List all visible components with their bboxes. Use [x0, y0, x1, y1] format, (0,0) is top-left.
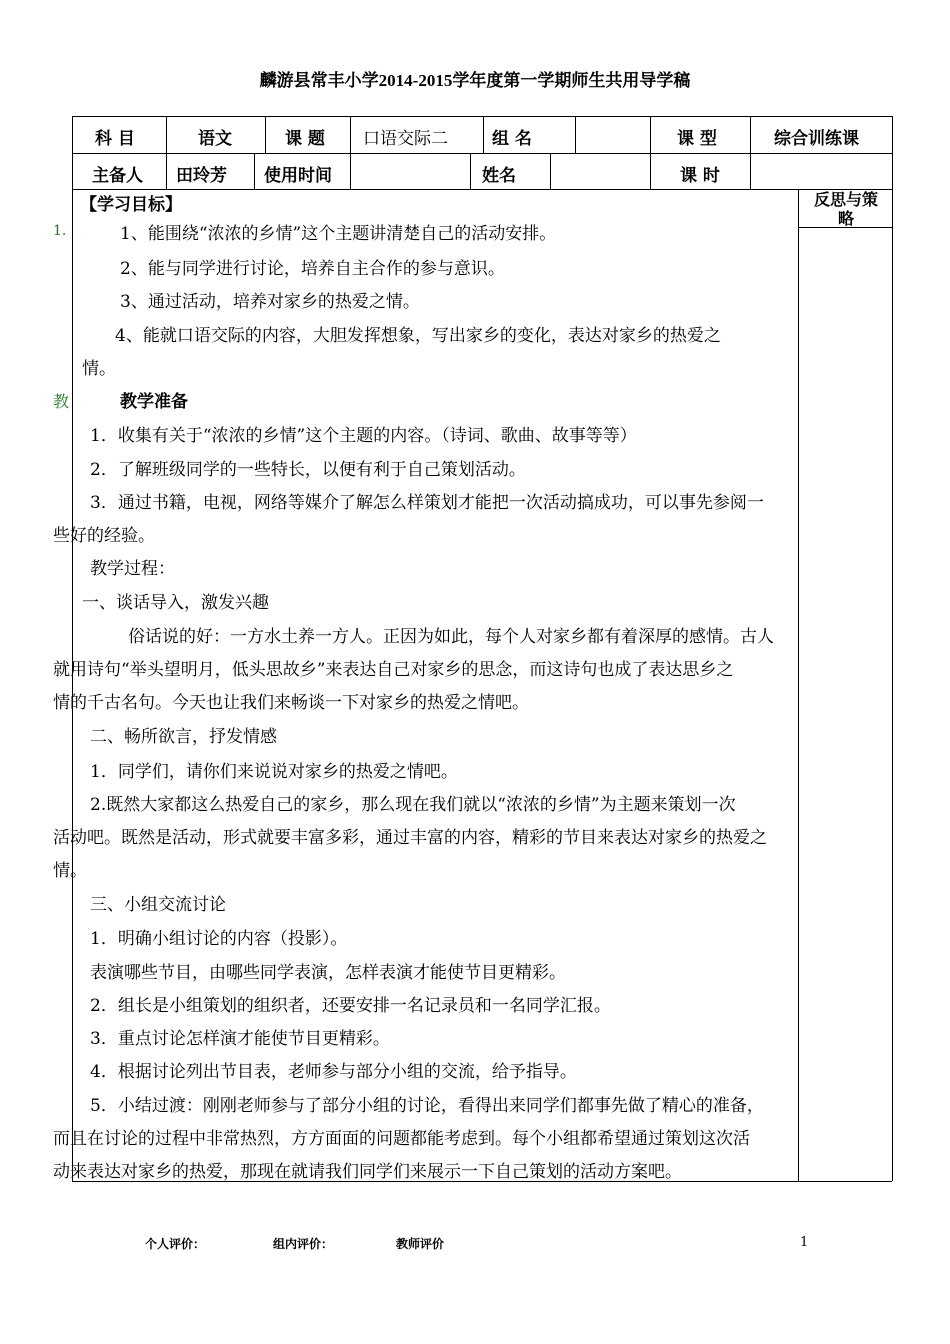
- cell-divider: [650, 116, 651, 153]
- table-border-left: [72, 116, 73, 1181]
- section-title: 二、畅所欲言，抒发情感: [90, 727, 277, 747]
- time-label: 使用时间: [264, 166, 332, 186]
- hours-label: 课 时: [680, 166, 720, 186]
- objective-item: 3、通过活动，培养对家乡的热爱之情。: [120, 292, 420, 312]
- table-border-right: [892, 116, 893, 1181]
- cell-divider: [254, 153, 255, 189]
- paragraph-line: 活动吧。既然是活动，形式就要丰富多彩，通过丰富的内容，精彩的节目来表达对家乡的热爱之: [53, 828, 767, 848]
- objective-item: 情。: [82, 359, 116, 379]
- margin-list-marker: 1.: [53, 223, 67, 239]
- process-heading: 教学过程：: [90, 559, 175, 579]
- cell-divider: [550, 153, 551, 189]
- page-title: 麟游县常丰小学2014-2015学年度第一学期师生共用导学稿: [259, 71, 691, 90]
- paragraph-line: 2．组长是小组策划的组织者，还要安排一名记录员和一名同学汇报。: [90, 996, 611, 1016]
- table-row-divider: [72, 153, 892, 154]
- topic-value: 口语交际二: [363, 129, 448, 149]
- page-number: 1: [800, 1235, 809, 1250]
- objective-item: 4、能就口语交际的内容，大胆发挥想象，写出家乡的变化，表达对家乡的热爱之: [115, 326, 721, 346]
- preparation-item: 1．收集有关于“浓浓的乡情”这个主题的内容。（诗词、歌曲、故事等等）: [90, 426, 637, 446]
- cell-divider: [575, 116, 576, 153]
- paragraph-line: 1．明确小组讨论的内容（投影）。: [90, 929, 348, 949]
- paragraph-line: 就用诗句“举头望明月，低头思故乡”来表达自己对家乡的思念，而这诗句也成了表达思乡之: [53, 660, 734, 680]
- name-label: 姓名: [482, 166, 516, 186]
- objective-item: 2、能与同学进行讨论，培养自主合作的参与意识。: [120, 259, 505, 279]
- cell-divider: [350, 153, 351, 189]
- cell-divider: [265, 116, 266, 153]
- cell-divider: [166, 116, 167, 153]
- cell-divider: [166, 153, 167, 189]
- type-value: 综合训练课: [774, 129, 859, 149]
- preparation-item: 2．了解班级同学的一些特长，以便有利于自己策划活动。: [90, 460, 526, 480]
- subject-value: 语文: [198, 129, 232, 149]
- paragraph-line: 4．根据讨论列出节目表，老师参与部分小组的交流，给予指导。: [90, 1062, 577, 1082]
- cell-divider: [470, 153, 471, 189]
- cell-divider: [483, 116, 484, 153]
- paragraph-line: 1．同学们，请你们来说说对家乡的热爱之情吧。: [90, 762, 458, 782]
- topic-label: 课 题: [285, 129, 325, 149]
- cell-divider: [750, 153, 751, 189]
- preparer-value: 田玲芳: [176, 166, 227, 186]
- cell-divider: [650, 153, 651, 189]
- section-title: 三、小组交流讨论: [90, 895, 226, 915]
- group-label: 组 名: [492, 129, 532, 149]
- preparer-label: 主备人: [92, 166, 143, 186]
- table-row-divider: [72, 189, 892, 190]
- paragraph-line: 而且在讨论的过程中非常热烈，方方面面的问题都能考虑到。每个小组都希望通过策划这次活: [53, 1129, 750, 1149]
- objective-item: 1、能围绕“浓浓的乡情”这个主题讲清楚自己的活动安排。: [120, 224, 557, 244]
- paragraph-line: 3．重点讨论怎样演才能使节目更精彩。: [90, 1029, 390, 1049]
- preparation-item: 3．通过书籍，电视，网络等媒介了解怎么样策划才能把一次活动搞成功，可以事先参阅一: [90, 493, 764, 513]
- preparation-heading: 教学准备: [120, 392, 188, 412]
- paragraph-line: 5．小结过渡：刚刚老师参与了部分小组的讨论，看得出来同学们都事先做了精心的准备，: [90, 1096, 764, 1116]
- paragraph-line: 俗话说的好：一方水土养一方人。正因为如此，每个人对家乡都有着深厚的感情。古人: [128, 627, 774, 647]
- paragraph-line: 情。: [53, 861, 87, 881]
- paragraph-line: 表演哪些节目，由哪些同学表演，怎样表演才能使节目更精彩。: [90, 963, 566, 983]
- teacher-evaluation-label: 教师评价: [396, 1237, 445, 1251]
- preparation-item: 些好的经验。: [53, 526, 155, 546]
- reflection-column-divider: [798, 189, 799, 1181]
- type-label: 课 型: [677, 129, 717, 149]
- paragraph-line: 动来表达对家乡的热爱，那现在就请我们同学们来展示一下自己策划的活动方案吧。: [53, 1162, 682, 1182]
- objectives-heading: 【学习目标】: [80, 195, 182, 215]
- reflection-header: 反思与策略: [813, 190, 878, 228]
- personal-evaluation-label: 个人评价：: [145, 1237, 206, 1251]
- cell-divider: [750, 116, 751, 153]
- section-title: 一、谈话导入，激发兴趣: [82, 593, 269, 613]
- cell-divider: [350, 116, 351, 153]
- paragraph-line: 2.既然大家都这么热爱自己的家乡，那么现在我们就以“浓浓的乡情”为主题来策划一次: [90, 795, 736, 815]
- group-evaluation-label: 组内评价：: [273, 1237, 334, 1251]
- table-border-top: [72, 116, 892, 117]
- paragraph-line: 情的千古名句。今天也让我们来畅谈一下对家乡的热爱之情吧。: [53, 693, 529, 713]
- margin-teach-marker: 教: [53, 392, 70, 411]
- subject-label: 科 目: [95, 129, 135, 149]
